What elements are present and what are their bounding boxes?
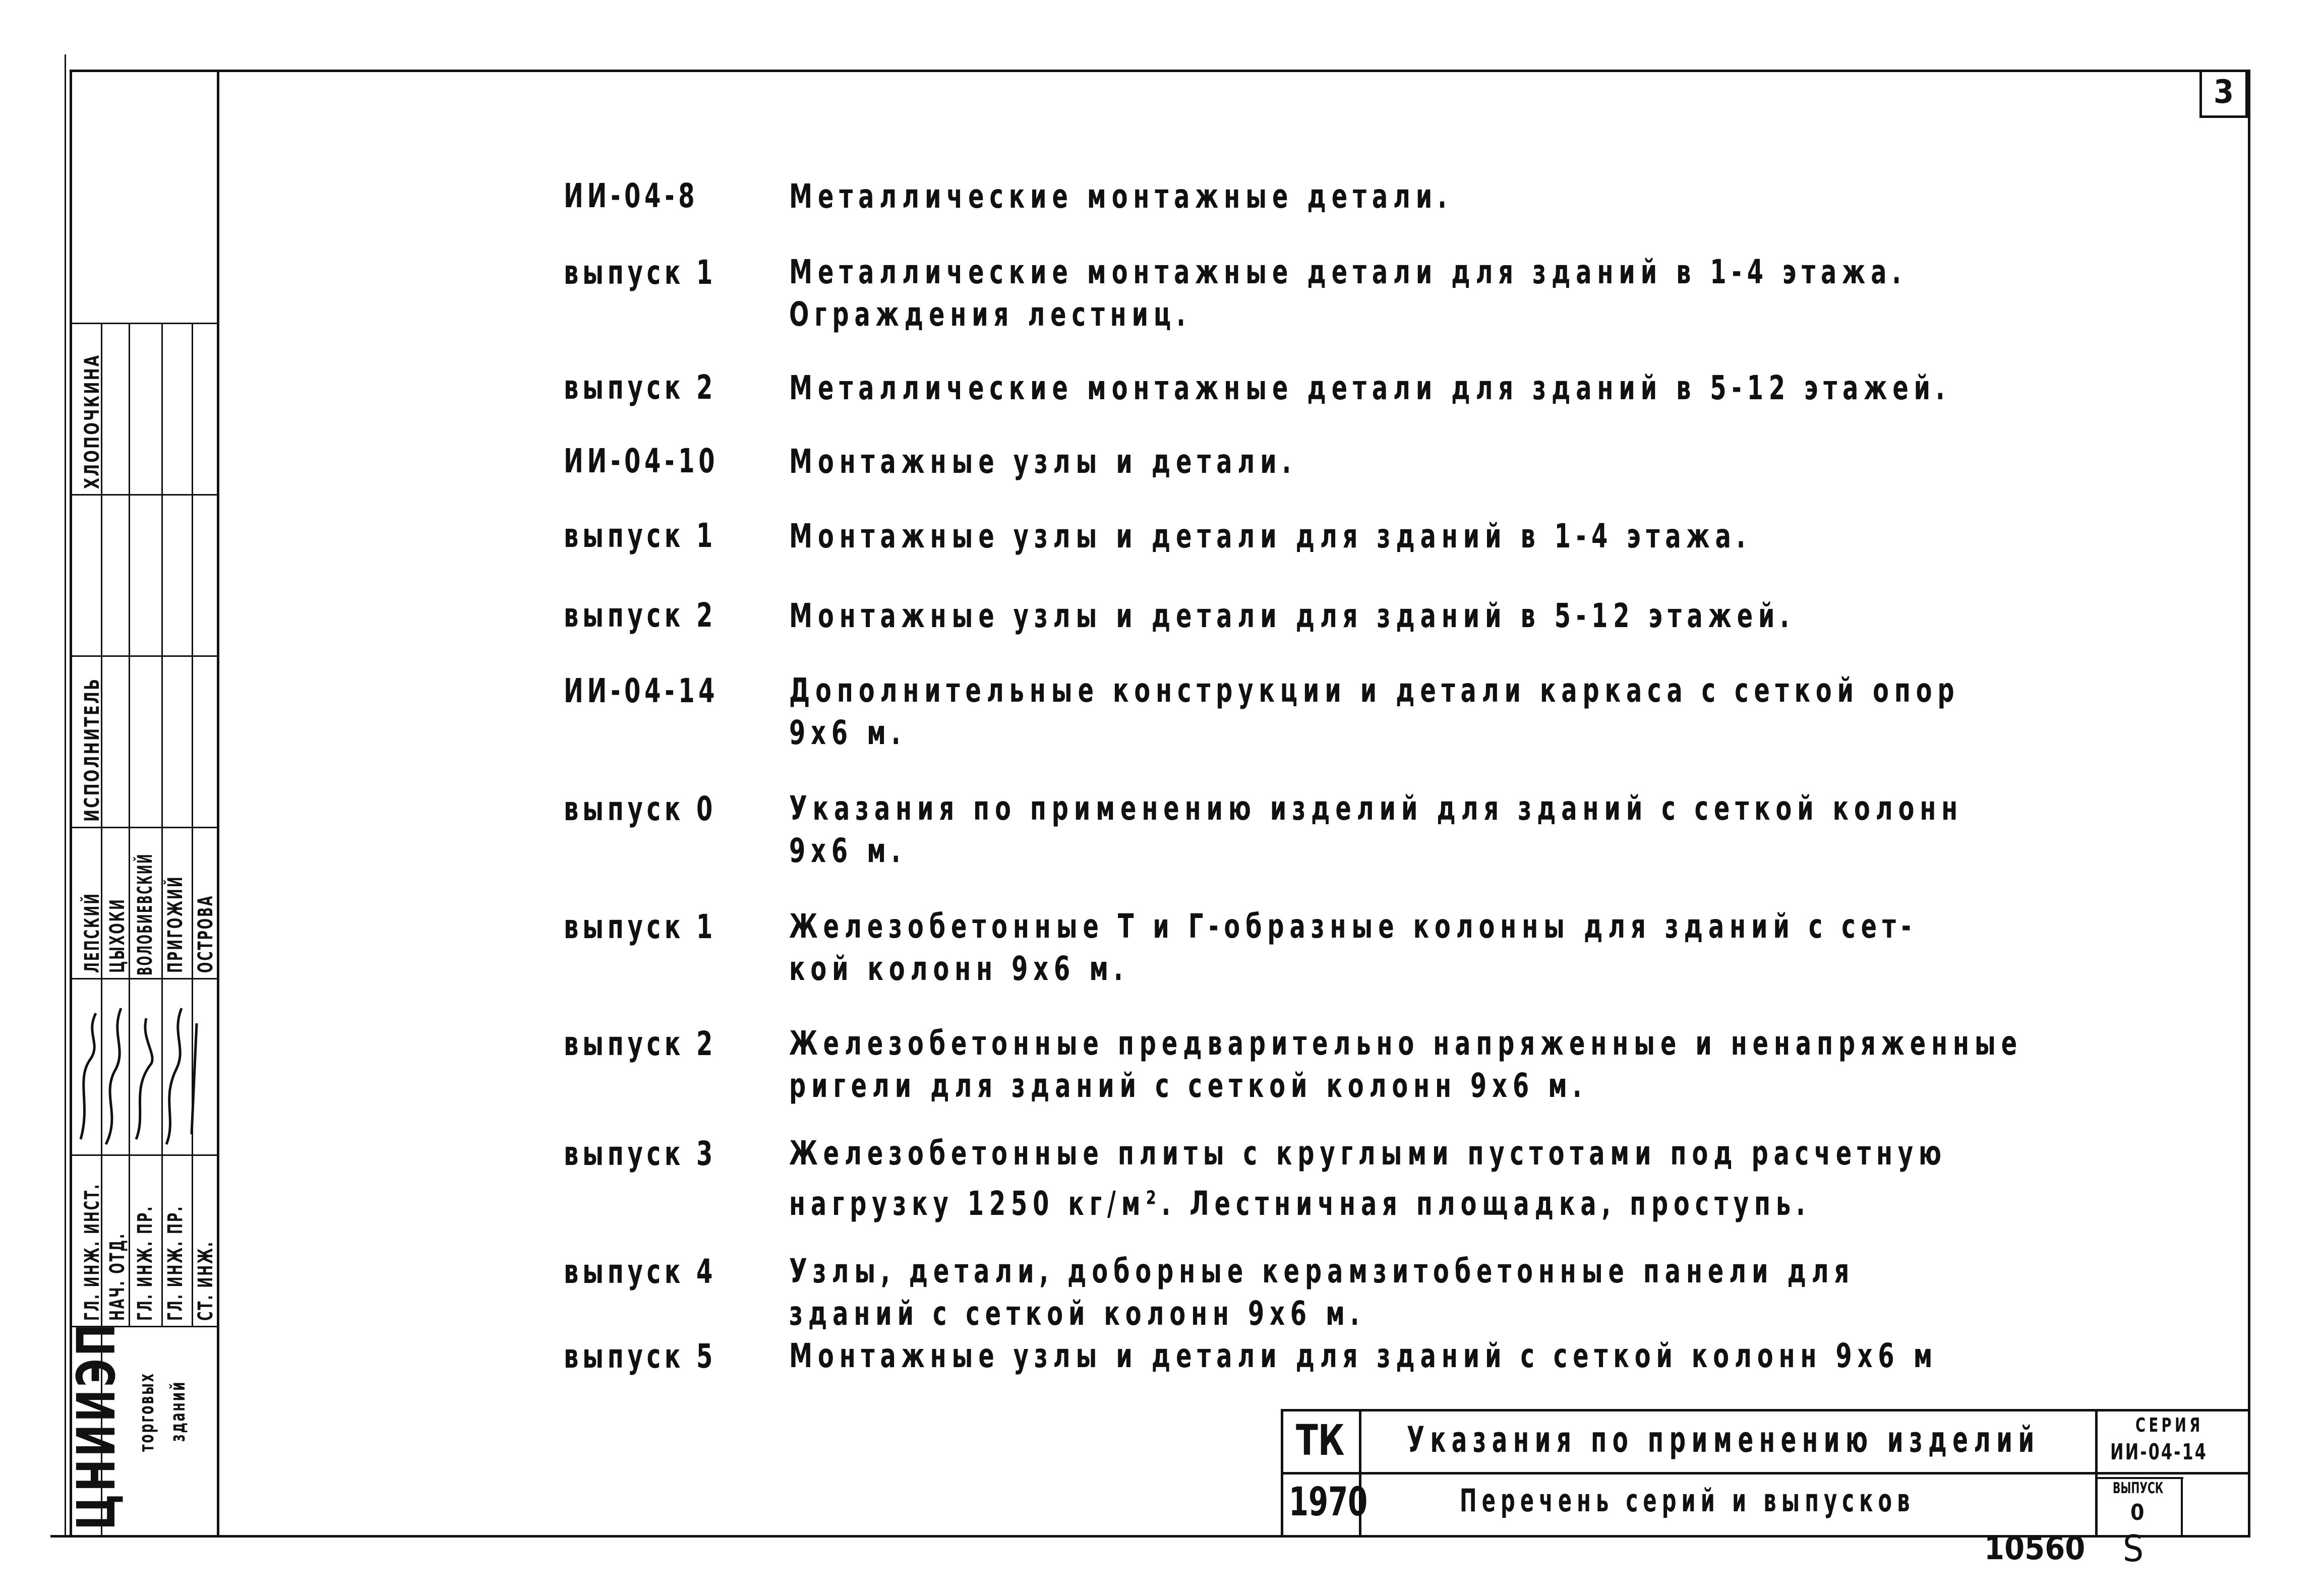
stamp-role: ГЛ. ИНЖ. ПР. xyxy=(164,1205,187,1321)
entry-code: выпуск 1 xyxy=(564,907,717,946)
entry-line: Железобетонные Т и Г-образные колонны для зданий с сет- xyxy=(789,907,1917,946)
stamp-line xyxy=(70,655,218,657)
frame-outer-left-line xyxy=(65,54,66,1537)
stamp-line xyxy=(70,978,218,979)
entry-line: Узлы, детали, доборные керамзитобетонные панели для xyxy=(789,1252,1855,1291)
entry-line: Монтажные узлы и детали для зданий в 1-4 этажа. xyxy=(789,517,1751,556)
stamp-executor-name: ХЛОПОЧКИНА xyxy=(81,353,104,489)
archive-letter: S xyxy=(2123,1527,2144,1570)
entry-line: Железобетонные плиты с круглыми пустотами под расчетную xyxy=(789,1134,1947,1173)
frame-right-line xyxy=(2248,70,2250,1537)
archive-number: 10560 xyxy=(1984,1530,2086,1567)
entry-line: Монтажные узлы и детали для зданий с сеткой колонн 9х6 м xyxy=(789,1336,1938,1375)
tk-label: ТК xyxy=(1296,1416,1345,1465)
entry-description-continued xyxy=(789,824,906,878)
entry-description xyxy=(789,169,1452,224)
entry-line: Монтажные узлы и детали. xyxy=(789,442,1297,481)
stamp-name: ПРИГОЖИЙ xyxy=(164,875,187,973)
stamp-org-sub: зданий xyxy=(166,1380,190,1442)
entry-description-continued xyxy=(789,287,1191,342)
stamp-role: ГЛ. ИНЖ. ПР. xyxy=(134,1205,157,1321)
entry-description xyxy=(789,509,1751,564)
entry-line: 9х6 м. xyxy=(789,713,906,752)
entry-line: Железобетонные предварительно напряженные и ненапряженные xyxy=(789,1024,2023,1063)
stamp-role: СТ. ИНЖ. xyxy=(194,1241,217,1321)
entry-code: ИИ-04-14 xyxy=(564,671,719,710)
frame-bottom-line xyxy=(50,1535,2250,1538)
entry-description xyxy=(789,781,1963,836)
stamp-line xyxy=(129,323,130,1326)
entry-line: ригели для зданий с сеткой колонн 9х6 м. xyxy=(789,1066,1587,1105)
page-number: 3 xyxy=(2214,74,2234,111)
title-block-line xyxy=(2181,1477,2183,1535)
entry-code: выпуск 2 xyxy=(564,596,717,635)
entry-code: ИИ-04-10 xyxy=(564,442,719,480)
issue-label: ВЫПУСК xyxy=(2113,1480,2164,1497)
entry-line: зданий с сеткой колонн 9х6 м. xyxy=(789,1294,1365,1333)
entry-description xyxy=(789,1329,1938,1383)
entry-description xyxy=(789,589,1795,643)
stamp-name: ОСТРОВА xyxy=(194,894,217,973)
entry-description xyxy=(789,435,1296,489)
entry-description-continued xyxy=(789,1059,1587,1113)
entry-line: Металлические монтажные детали. xyxy=(789,177,1452,216)
entry-code: выпуск 4 xyxy=(564,1252,717,1291)
entry-code: выпуск 2 xyxy=(564,1024,717,1063)
title-block-line xyxy=(1281,1472,2249,1475)
entry-code: выпуск 5 xyxy=(564,1337,717,1376)
frame-left-margin-line xyxy=(70,70,72,1537)
entry-code: выпуск 2 xyxy=(564,368,717,407)
entry-code: ИИ-04-8 xyxy=(564,176,699,215)
entry-line: нагрузку 1250 кг/м². Лестничная площадка, проступь. xyxy=(789,1184,1811,1223)
stamp-org: ЦНИИЭП xyxy=(66,1321,127,1530)
year: 1970 xyxy=(1289,1480,1368,1525)
stamp-line xyxy=(70,323,218,324)
title-block-line xyxy=(1281,1409,1283,1535)
stamp-line xyxy=(161,323,163,1326)
stamp-line xyxy=(192,323,193,1326)
stamp-line xyxy=(70,494,218,496)
entry-line: Монтажные узлы и детали для зданий в 5-12 этажей. xyxy=(789,596,1795,635)
entry-line: Указания по применению изделий для зданий с сеткой колонн xyxy=(789,789,1963,828)
entry-line: Ограждения лестниц. xyxy=(789,295,1191,334)
stamp-name: ЛЕПСКИЙ xyxy=(81,892,104,973)
entry-line: кой колонн 9х6 м. xyxy=(789,949,1128,988)
stamp-name: ВОЛОБИЕВСКИЙ xyxy=(134,852,157,975)
entry-code: выпуск 1 xyxy=(564,516,717,555)
entry-description xyxy=(789,361,1950,415)
entry-description-continued xyxy=(789,706,906,760)
entry-description xyxy=(789,663,1960,718)
entry-description-continued xyxy=(789,942,1128,996)
stamp-role: НАЧ. ОТД. xyxy=(106,1232,129,1321)
entry-code: выпуск 3 xyxy=(564,1134,717,1173)
entry-description-continued xyxy=(789,1177,1811,1231)
series-label: СЕРИЯ xyxy=(2135,1414,2204,1436)
entry-line: Металлические монтажные детали для зданий в 1-4 этажа. xyxy=(789,253,1907,291)
entry-description xyxy=(789,1126,1947,1181)
stamp-executor-label: ИСПОЛНИТЕЛЬ xyxy=(81,677,104,822)
stamp-name: ЦЫХОКИ xyxy=(106,898,129,973)
stamp-role: ГЛ. ИНЖ. ИНСТ. xyxy=(81,1183,104,1321)
stamp-org-sub: торговых xyxy=(135,1372,158,1452)
stamp-line xyxy=(70,1154,218,1156)
issue-value: 0 xyxy=(2130,1500,2145,1525)
title-block-line xyxy=(2098,1477,2183,1479)
title-block-line xyxy=(2095,1409,2098,1535)
entry-line: Металлические монтажные детали для зданий в 5-12 этажей. xyxy=(789,369,1950,407)
stamp-line xyxy=(70,827,218,828)
signature-scribbles xyxy=(71,1003,217,1154)
series-value: ИИ-04-14 xyxy=(2110,1439,2208,1465)
entry-code: выпуск 0 xyxy=(564,789,717,828)
frame-top-line xyxy=(70,70,2249,72)
entry-line: 9х6 м. xyxy=(789,831,906,870)
entry-code: выпуск 1 xyxy=(564,253,717,292)
sheet-subtitle: Перечень серий и выпусков xyxy=(1460,1482,1915,1519)
entry-line: Дополнительные конструкции и детали каркаса с сеткой опор xyxy=(789,671,1960,710)
title-block-line xyxy=(1281,1409,2249,1411)
sheet-title: Указания по применению изделий xyxy=(1407,1419,2040,1460)
